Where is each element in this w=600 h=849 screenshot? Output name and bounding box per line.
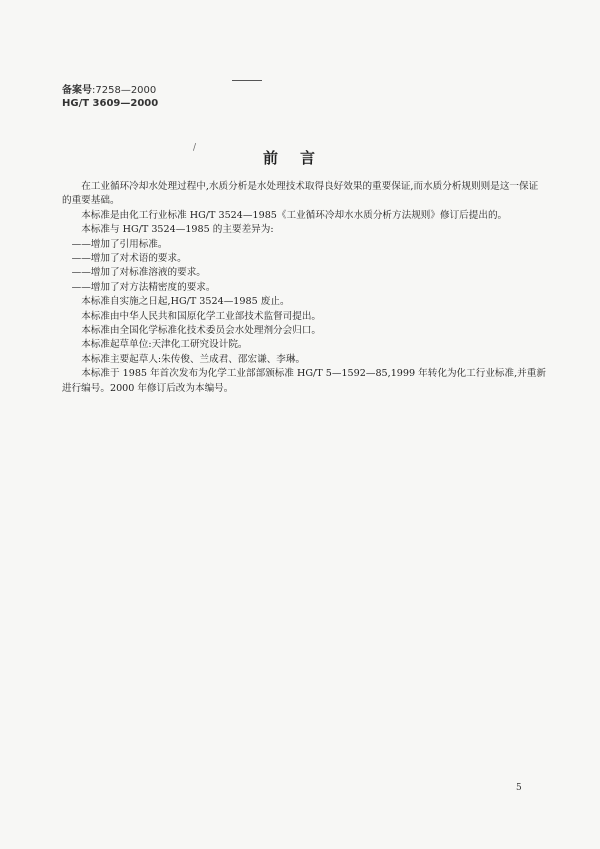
- document-meta: [62, 84, 158, 110]
- page-number: 5: [516, 783, 522, 793]
- page-title: 前言: [262, 149, 337, 167]
- list-item: ——增加了对标准溶液的要求。: [71, 267, 206, 279]
- paragraph: 本标准主要起草人:朱传俊、兰成君、邵宏谦、李琳。: [81, 353, 306, 365]
- paragraph: 在工业循环冷却水处理过程中,水质分析是水处理技术取得良好效果的重要保证,而水质分析规则则是这一保证的重要基础。: [62, 181, 539, 207]
- list-item: ——增加了对术语的要求。: [71, 253, 187, 265]
- list-item: ——增加了引用标准。: [71, 238, 168, 250]
- paragraph: 本标准由全国化学标准化技术委员会水处理剂分会归口。: [81, 325, 322, 337]
- record-label: 备案号: [62, 85, 92, 96]
- record-number: [62, 84, 158, 97]
- paragraph: 本标准于 1985 年首次发布为化学工业部部颁标准 HG/T 5—1592—85,1999 年转化为化工行业标准,并重新进行编号。2000 年修订后改为本编号。: [62, 368, 546, 394]
- paragraph: 本标准由中华人民共和国原化学工业部技术监督司提出。: [81, 310, 322, 322]
- standard-code: HG/T 3609—2000: [62, 98, 159, 109]
- foreword-body: [62, 180, 546, 396]
- paragraph: 本标准起草单位:天津化工研究设计院。: [81, 339, 248, 351]
- top-rule: [232, 80, 262, 81]
- list-item: ——增加了对方法精密度的要求。: [71, 281, 216, 293]
- paragraph: 本标准是由化工行业标准 HG/T 3524—1985《工业循环冷却水水质分析方法规则》修订后提出的。: [81, 209, 508, 221]
- paragraph: 本标准自实施之日起,HG/T 3524—1985 废止。: [81, 296, 290, 308]
- paragraph: 本标准与 HG/T 3524—1985 的主要差异为:: [81, 224, 274, 236]
- stray-mark: /: [193, 143, 197, 153]
- record-value: :7258—2000: [92, 85, 157, 96]
